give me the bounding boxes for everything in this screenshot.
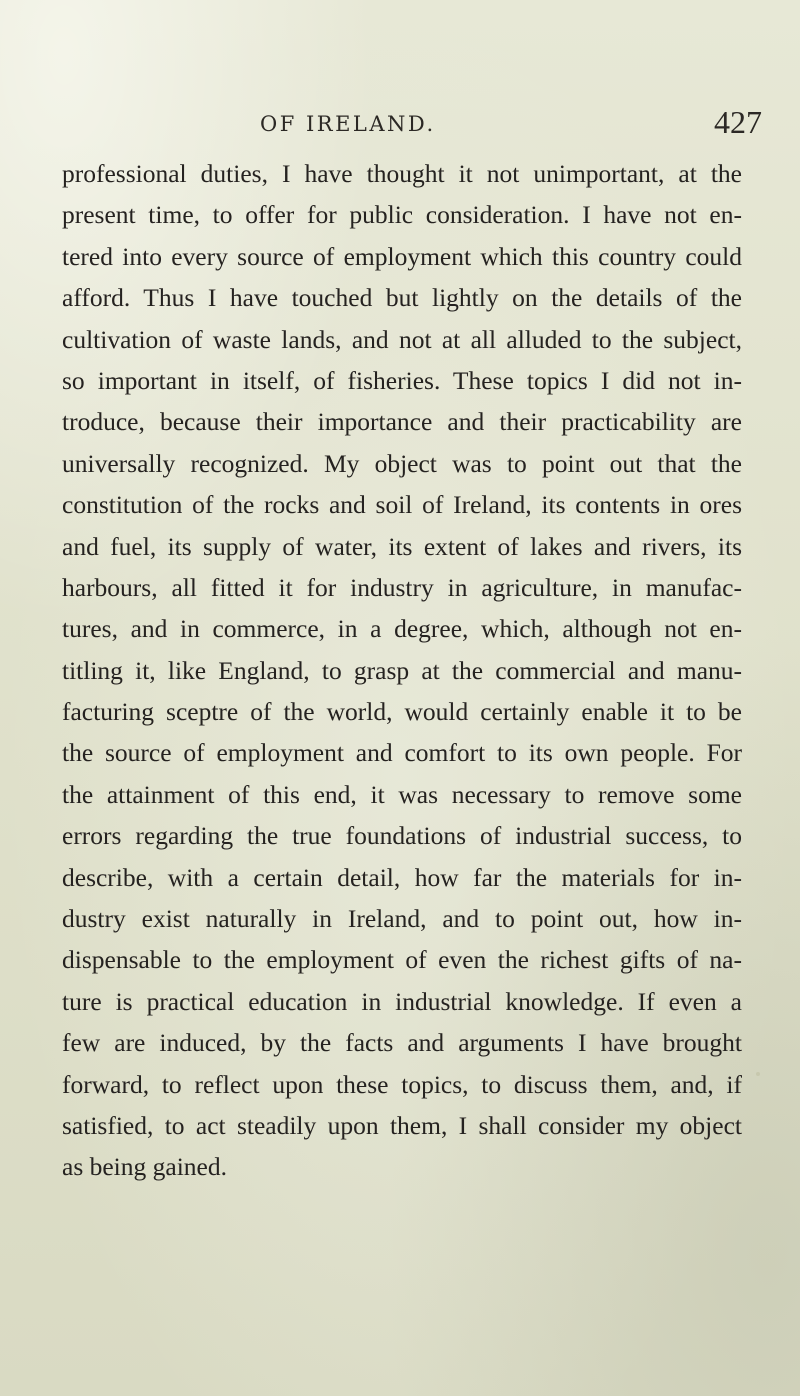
text-line: dispensable to the employment of even the richest gifts of na- — [62, 945, 742, 975]
text-line: universally recognized. My object was to point out that the — [62, 448, 742, 478]
text-line: dustry exist naturally in Ireland, and to point out, how in- — [62, 904, 742, 934]
text-line: forward, to reflect upon these topics, to discuss them, and, if — [62, 1069, 742, 1099]
text-line: present time, to offer for public consideration. I have not en- — [62, 200, 742, 230]
text-line-last: as being gained. — [62, 1152, 227, 1182]
text-line: constitution of the rocks and soil of Ireland, its contents in ores — [62, 490, 742, 520]
text-line: facturing sceptre of the world, would certainly enable it to be — [62, 697, 742, 727]
text-line: and fuel, its supply of water, its extent of lakes and rivers, its — [62, 531, 742, 561]
text-line: the source of employment and comfort to its own people. For — [62, 738, 742, 768]
text-line: troduce, because their importance and their practicability are — [62, 407, 742, 437]
text-line: describe, with a certain detail, how far the materials for in- — [62, 862, 742, 892]
text-line: ture is practical education in industrial knowledge. If even a — [62, 986, 742, 1016]
page-number: 427 — [714, 104, 762, 140]
text-line: few are induced, by the facts and arguments I have brought — [62, 1028, 742, 1058]
running-head — [0, 102, 800, 142]
text-line: the attainment of this end, it was necessary to remove some — [62, 779, 742, 809]
text-line: harbours, all fitted it for industry in agriculture, in manufac- — [62, 572, 742, 602]
text-line: satisfied, to act steadily upon them, I shall consider my object — [62, 1110, 742, 1140]
body-paragraph — [62, 153, 742, 1188]
text-line: cultivation of waste lands, and not at all alluded to the subject, — [62, 324, 742, 354]
text-line: tures, and in commerce, in a degree, which, although not en- — [62, 614, 742, 644]
paper-fleck — [756, 1072, 760, 1076]
text-line: professional duties, I have thought it not unimportant, at the — [62, 159, 742, 188]
text-line: titling it, like England, to grasp at the commercial and manu- — [62, 655, 742, 685]
text-line: afford. Thus I have touched but lightly on the details of the — [62, 283, 742, 313]
text-line: so important in itself, of fisheries. These topics I did not in- — [62, 365, 742, 395]
text-line: errors regarding the true foundations of industrial success, to — [62, 821, 742, 851]
running-title: OF IRELAND. — [260, 112, 436, 136]
text-line: tered into every source of employment which this country could — [62, 241, 742, 271]
